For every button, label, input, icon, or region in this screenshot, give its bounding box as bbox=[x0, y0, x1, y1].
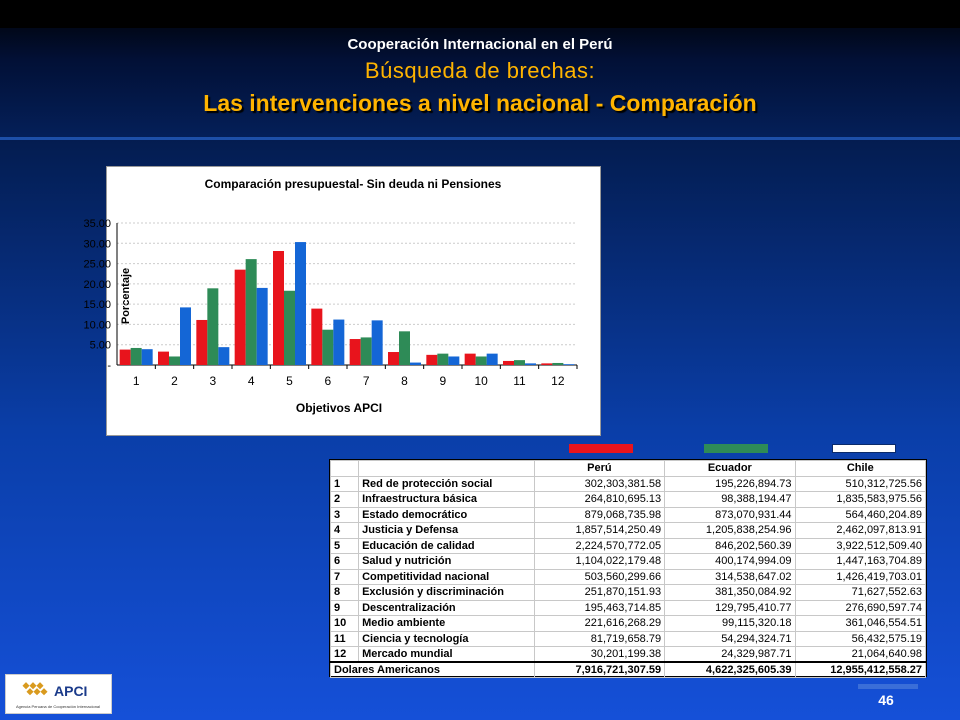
bar-peru-10 bbox=[465, 354, 476, 365]
chart-y-tick-label: - bbox=[107, 360, 111, 372]
table-row bbox=[331, 631, 926, 647]
row-value-ecuador: 24,329,987.71 bbox=[665, 647, 795, 663]
bar-peru-5 bbox=[273, 251, 284, 365]
chart-y-tick-label: 20.00 bbox=[83, 278, 111, 291]
bar-ecuador-11 bbox=[514, 360, 525, 365]
slide-title-line2: Las intervenciones a nivel nacional - Comparación bbox=[203, 90, 757, 116]
chart-x-tick-label: 6 bbox=[324, 374, 332, 388]
table-row bbox=[331, 538, 926, 554]
chart-y-tick-label: 15.00 bbox=[83, 299, 111, 312]
bar-chile-1 bbox=[142, 349, 153, 365]
bar-peru-1 bbox=[120, 350, 131, 365]
row-value-ecuador: 195,226,894.73 bbox=[665, 476, 795, 492]
row-value-ecuador: 98,388,194.47 bbox=[665, 492, 795, 508]
row-index: 12 bbox=[331, 647, 359, 663]
table-row bbox=[331, 476, 926, 492]
row-index: 7 bbox=[331, 569, 359, 585]
row-value-ecuador: 873,070,931.44 bbox=[665, 507, 795, 523]
row-value-chile: 510,312,725.56 bbox=[795, 476, 925, 492]
row-value-chile: 564,460,204.89 bbox=[795, 507, 925, 523]
chart-x-tick-label: 3 bbox=[209, 374, 217, 388]
row-value-ecuador: 400,174,994.09 bbox=[665, 554, 795, 570]
bar-chile-10 bbox=[487, 354, 498, 365]
page-number: 46 bbox=[878, 692, 894, 708]
row-value-ecuador: 1,205,838,254.96 bbox=[665, 523, 795, 539]
legend-swatch-peru bbox=[569, 444, 633, 453]
total-ecuador: 4,622,325,605.39 bbox=[665, 662, 795, 678]
row-value-peru: 264,810,695.13 bbox=[534, 492, 664, 508]
row-value-chile: 276,690,597.74 bbox=[795, 600, 925, 616]
table-row bbox=[331, 616, 926, 632]
bar-ecuador-3 bbox=[207, 288, 218, 365]
row-index: 11 bbox=[331, 631, 359, 647]
bar-ecuador-6 bbox=[322, 330, 333, 365]
bar-peru-9 bbox=[426, 355, 437, 365]
bar-chile-7 bbox=[372, 320, 383, 365]
bar-ecuador-1 bbox=[131, 348, 142, 365]
bar-peru-2 bbox=[158, 352, 169, 365]
row-index: 9 bbox=[331, 600, 359, 616]
chart-y-tick-label: 30.00 bbox=[83, 238, 111, 251]
bar-peru-6 bbox=[311, 309, 322, 365]
chart-y-tick-label: 25.00 bbox=[83, 258, 111, 271]
table-header-index bbox=[331, 461, 359, 477]
table-header-objective bbox=[359, 461, 535, 477]
row-value-chile: 1,835,583,975.56 bbox=[795, 492, 925, 508]
row-value-peru: 221,616,268.29 bbox=[534, 616, 664, 632]
row-value-ecuador: 314,538,647.02 bbox=[665, 569, 795, 585]
row-value-peru: 879,068,735.98 bbox=[534, 507, 664, 523]
apci-logo-text: APCI bbox=[54, 683, 88, 699]
row-index: 1 bbox=[331, 476, 359, 492]
table-row bbox=[331, 585, 926, 601]
bar-ecuador-10 bbox=[476, 356, 487, 365]
row-index: 8 bbox=[331, 585, 359, 601]
row-objective: Justicia y Defensa bbox=[359, 523, 535, 539]
legend-swatch-chile bbox=[832, 444, 896, 453]
chart-x-tick-label: 7 bbox=[362, 374, 370, 388]
total-label: Dolares Americanos bbox=[331, 662, 535, 678]
apci-logo-mark bbox=[6, 675, 111, 713]
bar-chile-9 bbox=[448, 356, 459, 365]
row-value-ecuador: 129,795,410.77 bbox=[665, 600, 795, 616]
legend-swatch-ecuador bbox=[704, 444, 768, 453]
row-objective: Estado democrático bbox=[359, 507, 535, 523]
chart-x-tick-label: 4 bbox=[247, 374, 255, 388]
bar-peru-12 bbox=[541, 363, 552, 365]
row-index: 5 bbox=[331, 538, 359, 554]
row-index: 10 bbox=[331, 616, 359, 632]
apci-logo bbox=[5, 674, 112, 714]
budget-table-grid bbox=[330, 460, 926, 678]
row-value-ecuador: 846,202,560.39 bbox=[665, 538, 795, 554]
chart-x-tick-label: 11 bbox=[513, 374, 526, 388]
row-value-peru: 2,224,570,772.05 bbox=[534, 538, 664, 554]
bar-chile-4 bbox=[257, 288, 268, 365]
bar-peru-7 bbox=[350, 339, 361, 365]
bar-ecuador-5 bbox=[284, 291, 295, 365]
chart-svg bbox=[83, 167, 600, 435]
row-objective: Salud y nutrición bbox=[359, 554, 535, 570]
chart-x-tick-label: 10 bbox=[474, 374, 488, 388]
row-value-chile: 2,462,097,813.91 bbox=[795, 523, 925, 539]
bar-peru-8 bbox=[388, 352, 399, 365]
row-value-chile: 21,064,640.98 bbox=[795, 647, 925, 663]
bar-peru-11 bbox=[503, 361, 514, 365]
table-header-chile: Chile bbox=[795, 461, 925, 477]
row-value-peru: 1,857,514,250.49 bbox=[534, 523, 664, 539]
row-value-peru: 81,719,658.79 bbox=[534, 631, 664, 647]
bar-peru-3 bbox=[196, 320, 207, 365]
table-header-row bbox=[331, 461, 926, 477]
chart-y-tick-label: 10.00 bbox=[83, 319, 111, 332]
row-index: 2 bbox=[331, 492, 359, 508]
bar-peru-4 bbox=[235, 270, 246, 365]
row-value-chile: 361,046,554.51 bbox=[795, 616, 925, 632]
chart-x-axis-label: Objetivos APCI bbox=[295, 401, 383, 415]
bar-chile-6 bbox=[333, 320, 344, 365]
table-row bbox=[331, 507, 926, 523]
table-row bbox=[331, 554, 926, 570]
row-value-peru: 1,104,022,179.48 bbox=[534, 554, 664, 570]
row-value-ecuador: 99,115,320.18 bbox=[665, 616, 795, 632]
row-objective: Infraestructura básica bbox=[359, 492, 535, 508]
row-value-chile: 1,426,419,703.01 bbox=[795, 569, 925, 585]
row-objective: Mercado mundial bbox=[359, 647, 535, 663]
chart-y-tick-label: 5.00 bbox=[89, 339, 111, 352]
chart-x-tick-label: 12 bbox=[551, 374, 565, 388]
table-total-row bbox=[331, 662, 926, 678]
table-row bbox=[331, 492, 926, 508]
row-value-ecuador: 381,350,084.92 bbox=[665, 585, 795, 601]
bar-ecuador-7 bbox=[361, 337, 372, 365]
row-value-chile: 71,627,552.63 bbox=[795, 585, 925, 601]
row-value-peru: 195,463,714.85 bbox=[534, 600, 664, 616]
bar-ecuador-9 bbox=[437, 354, 448, 365]
row-value-chile: 56,432,575.19 bbox=[795, 631, 925, 647]
chart-title: Comparación presupuestal- Sin deuda ni Pensiones bbox=[204, 177, 502, 191]
bar-chile-8 bbox=[410, 363, 421, 365]
chart-x-tick-label: 5 bbox=[286, 374, 293, 388]
table-row bbox=[331, 647, 926, 663]
table-header-ecuador: Ecuador bbox=[665, 461, 795, 477]
row-index: 6 bbox=[331, 554, 359, 570]
table-row bbox=[331, 523, 926, 539]
bar-chile-3 bbox=[218, 347, 229, 365]
row-index: 4 bbox=[331, 523, 359, 539]
table-row bbox=[331, 600, 926, 616]
row-index: 3 bbox=[331, 507, 359, 523]
bar-ecuador-2 bbox=[169, 356, 180, 365]
row-value-ecuador: 54,294,324.71 bbox=[665, 631, 795, 647]
bar-ecuador-12 bbox=[552, 363, 563, 365]
total-peru: 7,916,721,307.59 bbox=[534, 662, 664, 678]
bar-chile-12 bbox=[563, 364, 574, 365]
apci-logo-caption: Agencia Peruana de Cooperación Internacional bbox=[15, 704, 101, 709]
row-objective: Red de protección social bbox=[359, 476, 535, 492]
page-number-bar bbox=[858, 684, 918, 689]
row-objective: Descentralización bbox=[359, 600, 535, 616]
row-value-peru: 302,303,381.58 bbox=[534, 476, 664, 492]
slide-subtitle: Cooperación Internacional en el Perú bbox=[347, 36, 613, 53]
row-value-peru: 251,870,151.93 bbox=[534, 585, 664, 601]
slide-title-line1: Búsqueda de brechas: bbox=[364, 58, 596, 83]
budget-chart bbox=[83, 166, 601, 436]
budget-table bbox=[329, 459, 927, 677]
top-strip bbox=[0, 0, 960, 28]
table-header-peru: Perú bbox=[534, 461, 664, 477]
row-objective: Exclusión y discriminación bbox=[359, 585, 535, 601]
row-value-chile: 3,922,512,509.40 bbox=[795, 538, 925, 554]
row-objective: Competitividad nacional bbox=[359, 569, 535, 585]
bar-ecuador-8 bbox=[399, 331, 410, 365]
bar-chile-2 bbox=[180, 307, 191, 365]
table-row bbox=[331, 569, 926, 585]
row-objective: Medio ambiente bbox=[359, 616, 535, 632]
chart-x-tick-label: 8 bbox=[401, 374, 408, 388]
row-objective: Ciencia y tecnología bbox=[359, 631, 535, 647]
total-chile: 12,955,412,558.27 bbox=[795, 662, 925, 678]
row-value-peru: 30,201,199.38 bbox=[534, 647, 664, 663]
chart-y-tick-label: 35.00 bbox=[83, 218, 111, 230]
chart-x-tick-label: 2 bbox=[171, 374, 178, 388]
chart-x-tick-label: 9 bbox=[439, 374, 447, 388]
row-value-peru: 503,560,299.66 bbox=[534, 569, 664, 585]
bar-ecuador-4 bbox=[246, 259, 257, 365]
row-objective: Educación de calidad bbox=[359, 538, 535, 554]
bar-chile-5 bbox=[295, 242, 306, 365]
chart-y-axis-label: Porcentaje bbox=[120, 267, 132, 325]
row-value-chile: 1,447,163,704.89 bbox=[795, 554, 925, 570]
bar-chile-11 bbox=[525, 363, 536, 365]
chart-x-tick-label: 1 bbox=[132, 374, 140, 388]
